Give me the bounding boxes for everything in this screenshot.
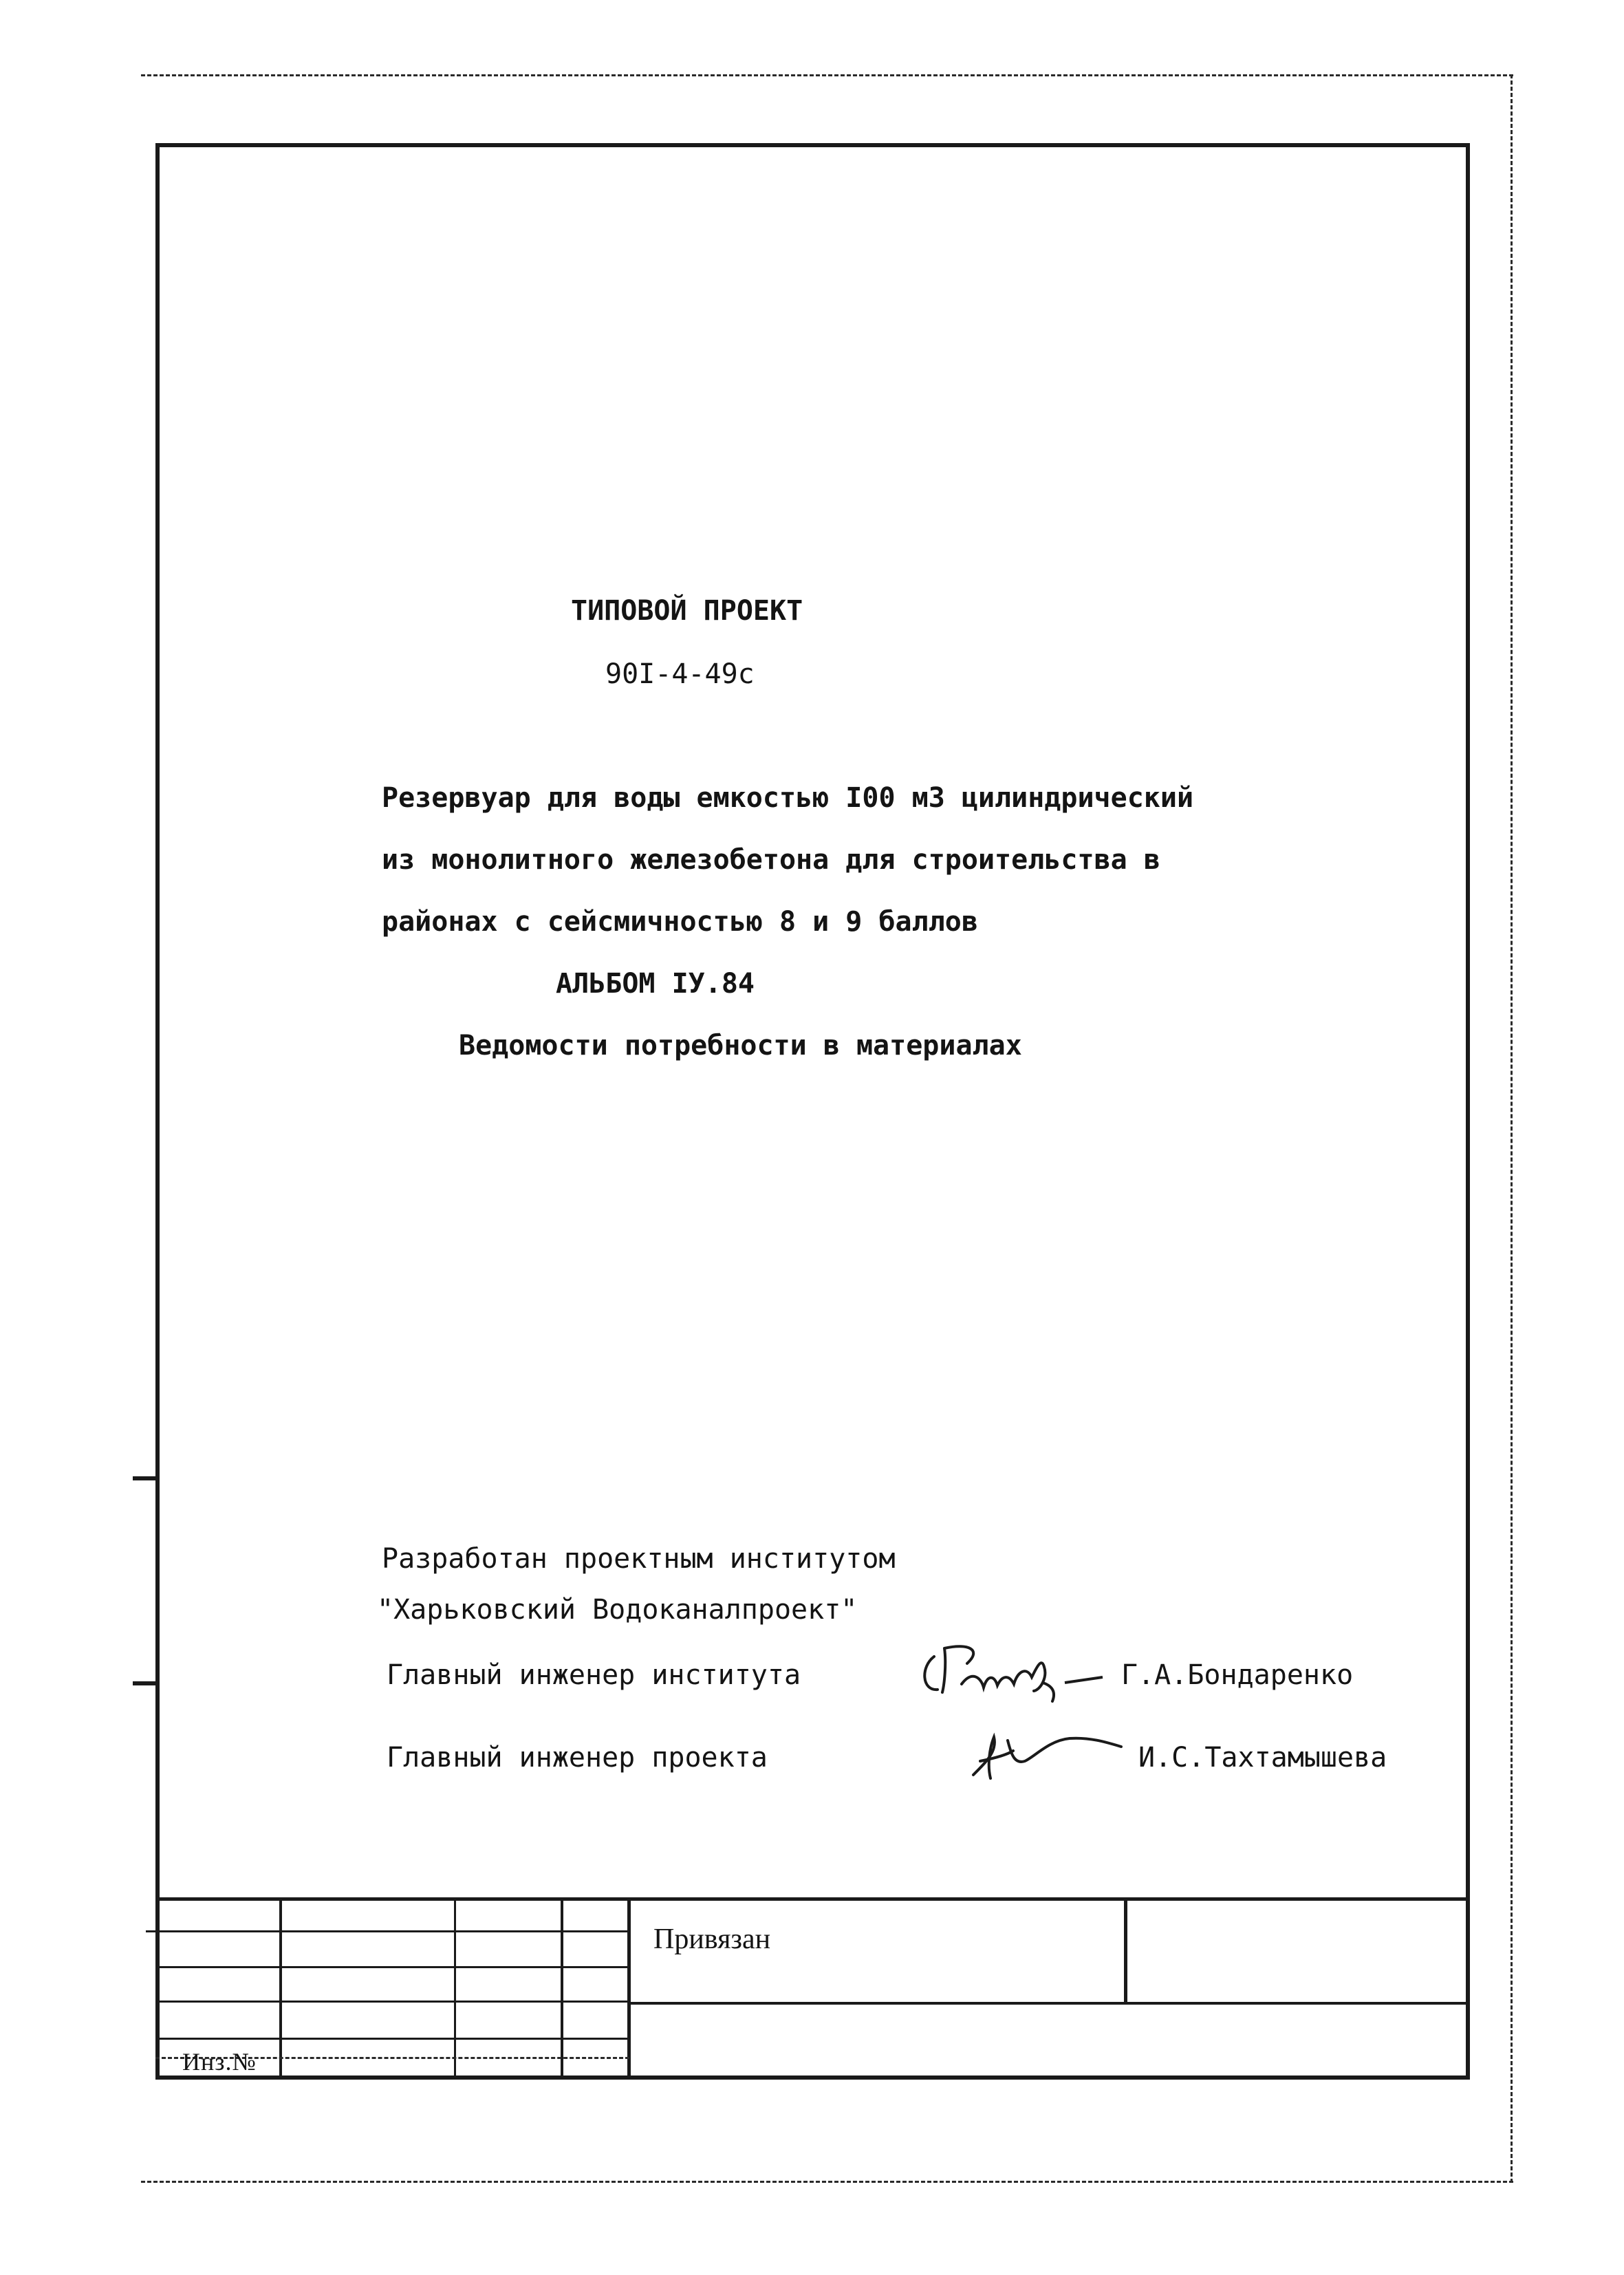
- margin-tick-top: [133, 1476, 158, 1480]
- chief-engineer-institute-name: Г.А.Бондаренко: [1121, 1659, 1354, 1691]
- description-line-1: Резервуар для воды емкостью I00 м3 цилиндрический: [382, 782, 1194, 814]
- stamp-linked-label: Привязан: [653, 1923, 771, 1955]
- stamp-top-border: [155, 1897, 1470, 1901]
- stamp-col-2: [454, 1897, 456, 2078]
- description-line-3: районах с сейсмичностью 8 и 9 баллов: [382, 906, 978, 938]
- stamp-col-1: [279, 1897, 282, 2078]
- sheet-top-edge: [141, 74, 1513, 76]
- stamp-row-1: [146, 1930, 629, 1932]
- album-subtitle: Ведомости потребности в материалах: [459, 1030, 1022, 1061]
- frame-top: [155, 143, 1469, 147]
- stamp-col-3: [561, 1897, 563, 2078]
- developer-line-1: Разработан проектным институтом: [382, 1543, 896, 1575]
- chief-engineer-project-name: И.С.Тахтамышева: [1138, 1742, 1387, 1773]
- stamp-row-2: [155, 1966, 629, 1968]
- project-label: ТИПОВОЙ ПРОЕКТ: [571, 595, 803, 627]
- stamp-mid-border: [629, 2002, 1469, 2005]
- stamp-inv-label: Инз.№: [182, 2048, 257, 2075]
- chief-engineer-institute-role: Главный инженер института: [387, 1659, 801, 1691]
- description-line-2: из монолитного железобетона для строительства в: [382, 844, 1160, 876]
- stamp-col-4: [627, 1897, 631, 2078]
- frame-right: [1466, 143, 1470, 2080]
- signature-takhtamysheva: [960, 1723, 1125, 1785]
- developer-line-2: "Харьковский Водоканалпроект": [377, 1594, 858, 1626]
- project-number: 90I-4-49с: [605, 658, 755, 690]
- margin-tick-bottom: [133, 1681, 158, 1685]
- stamp-row-4: [155, 2038, 629, 2040]
- sheet-bottom-edge: [141, 2181, 1513, 2183]
- stamp-row-3: [155, 2001, 629, 2003]
- frame-bottom: [155, 2075, 1470, 2080]
- frame-left: [155, 143, 160, 2080]
- sheet-right-edge: [1511, 74, 1513, 2183]
- album-number: АЛЬБОМ IУ.84: [556, 968, 755, 1000]
- chief-engineer-project-role: Главный инженер проекта: [387, 1742, 768, 1773]
- stamp-col-5: [1124, 1897, 1127, 2004]
- signature-bondarenko: [907, 1636, 1113, 1705]
